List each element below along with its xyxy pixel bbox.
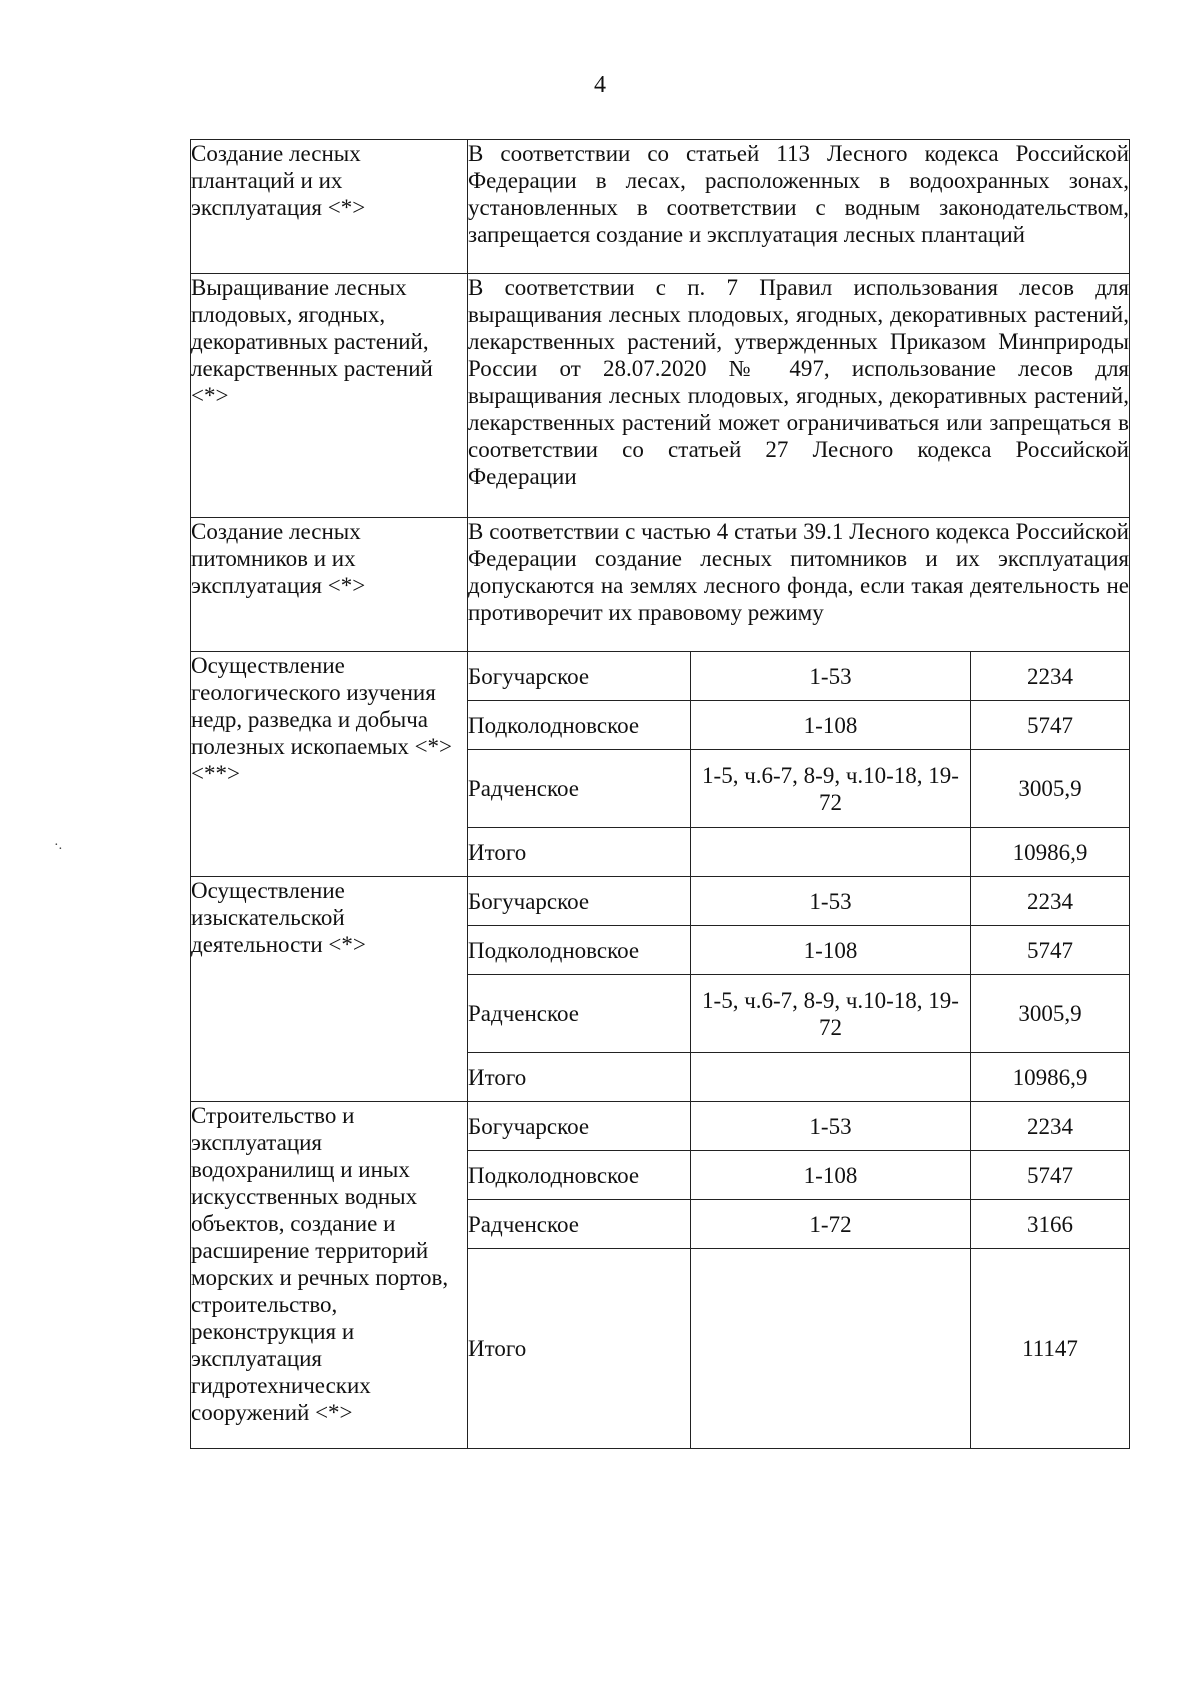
quarters-cell: 1-5, ч.6-7, 8-9, ч.10-18, 19-72 — [691, 975, 971, 1053]
forestry-cell: Подколодновское — [468, 701, 691, 750]
forestry-cell: Подколодновское — [468, 926, 691, 975]
activity-cell: Создание лесных плантаций и их эксплуатация <*> — [191, 140, 468, 274]
area-cell: 2234 — [971, 1102, 1130, 1151]
area-cell: 2234 — [971, 877, 1130, 926]
area-cell: 3005,9 — [971, 975, 1130, 1053]
table-row — [191, 877, 1130, 926]
area-cell: 5747 — [971, 1151, 1130, 1200]
activity-cell: Осуществление геологического изучения недр, разведка и добыча полезных ископаемых <*> <**> — [191, 652, 468, 877]
forestry-cell: Итого — [468, 1053, 691, 1102]
forestry-cell: Радченское — [468, 750, 691, 828]
quarters-cell: 1-53 — [691, 1102, 971, 1151]
area-cell: 5747 — [971, 926, 1130, 975]
forestry-cell: Радченское — [468, 975, 691, 1053]
quarters-cell — [691, 1249, 971, 1449]
table-row — [191, 274, 1130, 518]
activity-cell: Выращивание лесных плодовых, ягодных, декоративных растений, лекарственных растений <*> — [191, 274, 468, 518]
quarters-cell: 1-53 — [691, 877, 971, 926]
area-cell: 11147 — [971, 1249, 1130, 1449]
quarters-cell: 1-5, ч.6-7, 8-9, ч.10-18, 19-72 — [691, 750, 971, 828]
forest-use-table — [190, 139, 1130, 1449]
quarters-cell: 1-108 — [691, 1151, 971, 1200]
description-cell: В соответствии с частью 4 статьи 39.1 Лесного кодекса Российской Федерации создание лесных питомников и их эксплуатация допускаются на землях лесного фонда, если такая деятельность не противоречит их правовому режиму — [468, 518, 1130, 652]
area-cell: 3005,9 — [971, 750, 1130, 828]
forestry-cell: Итого — [468, 1249, 691, 1449]
page-number: 4 — [594, 72, 606, 98]
quarters-cell — [691, 828, 971, 877]
area-cell: 10986,9 — [971, 1053, 1130, 1102]
area-cell: 2234 — [971, 652, 1130, 701]
activity-cell: Осуществление изыскательской деятельности <*> — [191, 877, 468, 1102]
quarters-cell — [691, 1053, 971, 1102]
quarters-cell: 1-108 — [691, 701, 971, 750]
area-cell: 3166 — [971, 1200, 1130, 1249]
quarters-cell: 1-108 — [691, 926, 971, 975]
activity-cell: Создание лесных питомников и их эксплуатация <*> — [191, 518, 468, 652]
forestry-cell: Радченское — [468, 1200, 691, 1249]
table-row — [191, 518, 1130, 652]
area-cell: 5747 — [971, 701, 1130, 750]
table-row — [191, 140, 1130, 274]
forestry-cell: Богучарское — [468, 1102, 691, 1151]
forestry-cell: Богучарское — [468, 877, 691, 926]
area-cell: 10986,9 — [971, 828, 1130, 877]
forestry-cell: Подколодновское — [468, 1151, 691, 1200]
quarters-cell: 1-53 — [691, 652, 971, 701]
forestry-cell: Богучарское — [468, 652, 691, 701]
quarters-cell: 1-72 — [691, 1200, 971, 1249]
forestry-cell: Итого — [468, 828, 691, 877]
stray-mark: ·. — [54, 838, 63, 853]
description-cell: В соответствии с п. 7 Правил использования лесов для выращивания лесных плодовых, ягодных, декоративных растений, лекарственных растений, утвержденных Приказом Минприроды России от 28.07.2020 № 497, использование лесов для выращивания лесных плодовых, ягодных, декоративных растений, лекарственных растений может ограничиваться или запрещаться в соответствии со статьей 27 Лесного кодекса Российской Федерации — [468, 274, 1130, 518]
activity-cell: Строительство и эксплуатация водохранилищ и иных искусственных водных объектов, создание и расширение территорий морских и речных портов, строительство, реконструкция и эксплуатация гидротехнических сооружений <*> — [191, 1102, 468, 1449]
table-row — [191, 1102, 1130, 1151]
table-row — [191, 652, 1130, 701]
description-cell: В соответствии со статьей 113 Лесного кодекса Российской Федерации в лесах, расположенных в водоохранных зонах, установленных в соответствии с водным законодательством, запрещается создание и эксплуатация лесных плантаций — [468, 140, 1130, 274]
